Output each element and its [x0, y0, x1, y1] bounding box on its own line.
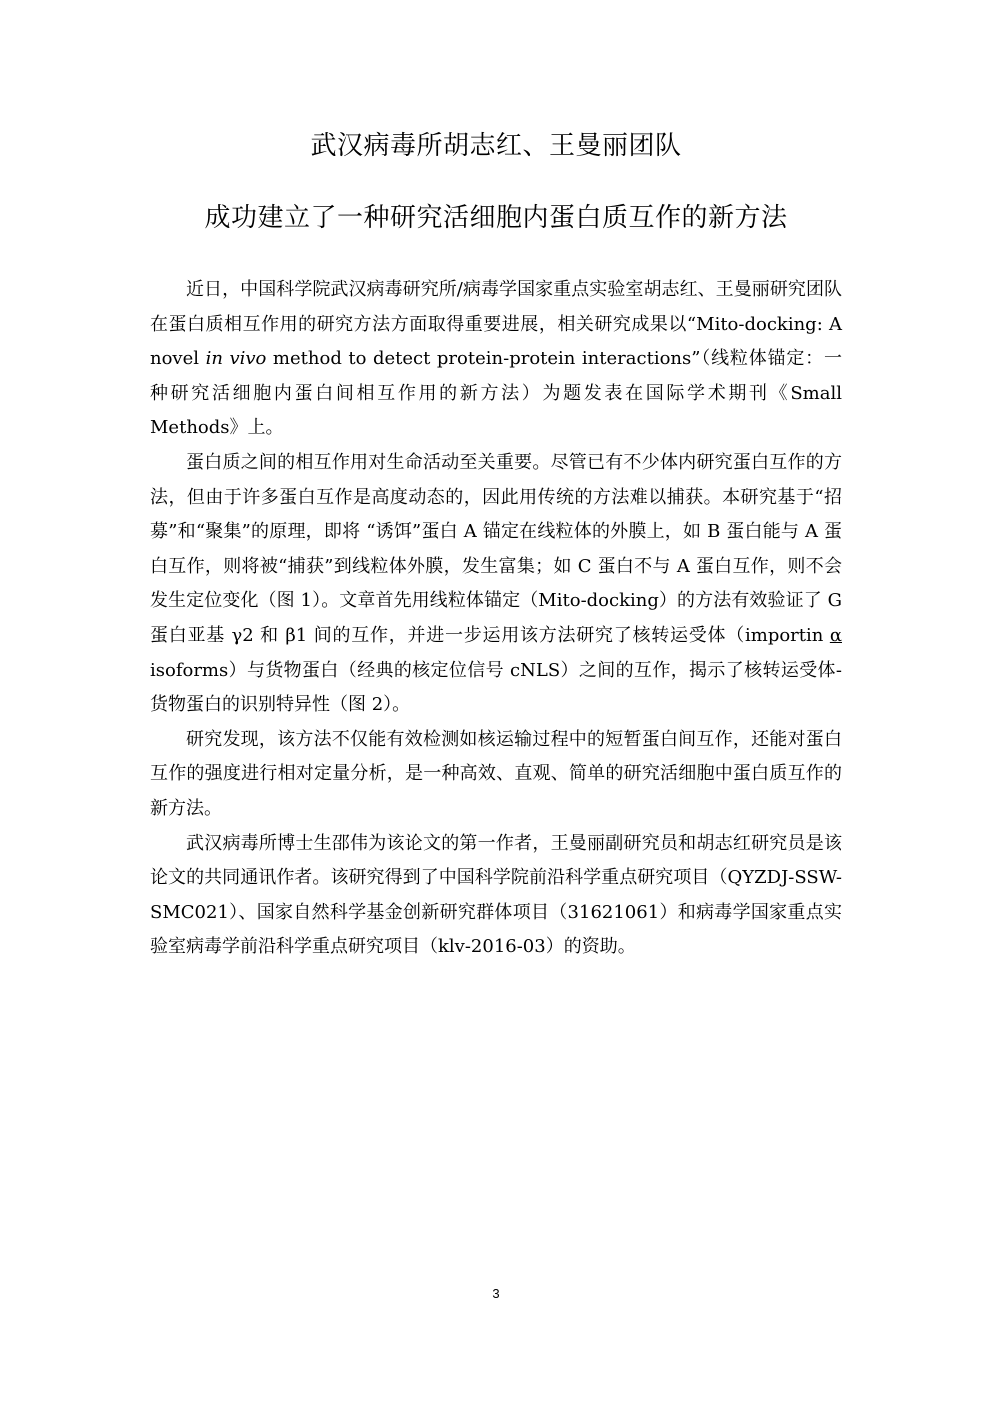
- paragraph-1-italic-term: in vivo: [205, 348, 267, 370]
- paragraph-1-text-a: 近日，中国科学院武汉病毒研究所/病毒学国家重点实验室胡志红、王曼丽研究团队在蛋白质相互作用的研究方法方面取得重要进展，相关研究成果以“Mito-docking: A novel: [150, 279, 842, 370]
- paragraph-1: [150, 273, 842, 446]
- title-line-1: 武汉病毒所胡志红、王曼丽团队: [310, 131, 682, 161]
- paragraph-2-text-c: isoforms）与货物蛋白（经典的核定位信号 cNLS）之间的互作，揭示了核转运受体-货物蛋白的识别特异性（图 2）。: [150, 659, 842, 716]
- paragraph-2-alpha-symbol: α: [829, 624, 842, 646]
- paragraph-4: 武汉病毒所博士生邵伟为该论文的第一作者，王曼丽副研究员和胡志红研究员是该论文的共同通讯作者。该研究得到了中国科学院前沿科学重点研究项目（QYZDJ-SSW-SMC021）、国家自然科学基金创新研究群体项目（31621061）和病毒学国家重点实验室病毒学前沿科学重点研究项目（klv-2016-03）的资助。: [150, 832, 842, 958]
- title-line-2: 成功建立了一种研究活细胞内蛋白质互作的新方法: [204, 203, 788, 233]
- page-number: 3: [492, 1286, 500, 1301]
- paragraph-3: 研究发现，该方法不仅能有效检测如核运输过程中的短暂蛋白间互作，还能对蛋白互作的强度进行相对定量分析，是一种高效、直观、简单的研究活细胞中蛋白质互作的新方法。: [150, 728, 842, 819]
- article-body: [150, 273, 842, 965]
- paragraph-2: [150, 446, 842, 723]
- paragraph-2-text-a: 蛋白质之间的相互作用对生命活动至关重要。尽管已有不少体内研究蛋白互作的方法，但由于许多蛋白互作是高度动态的，因此用传统的方法难以捕获。本研究基于“招募”和“聚集”的原理，即将 “诱饵”蛋白 A 锚定在线粒体的外膜上，如 B 蛋白能与 A 蛋白互作，则将被“捕获”到线粒体外膜，发生富集；如 C 蛋白不与 A 蛋白互作，则不会发生定位变化（图 1）。文章首先用线粒体锚定（Mito-docking）的方法有效验证了 G 蛋白亚基 γ2 和 β1 间的互作，并进一步运用该方法研究了核转运受体（importin: [150, 451, 842, 646]
- paragraph-1-text-c: method to detect protein-protein interactions”（线粒体锚定：一种研究活细胞内蛋白间相互作用的新方法）为题发表在国际学术期刊《Small Methods》上。: [150, 348, 842, 439]
